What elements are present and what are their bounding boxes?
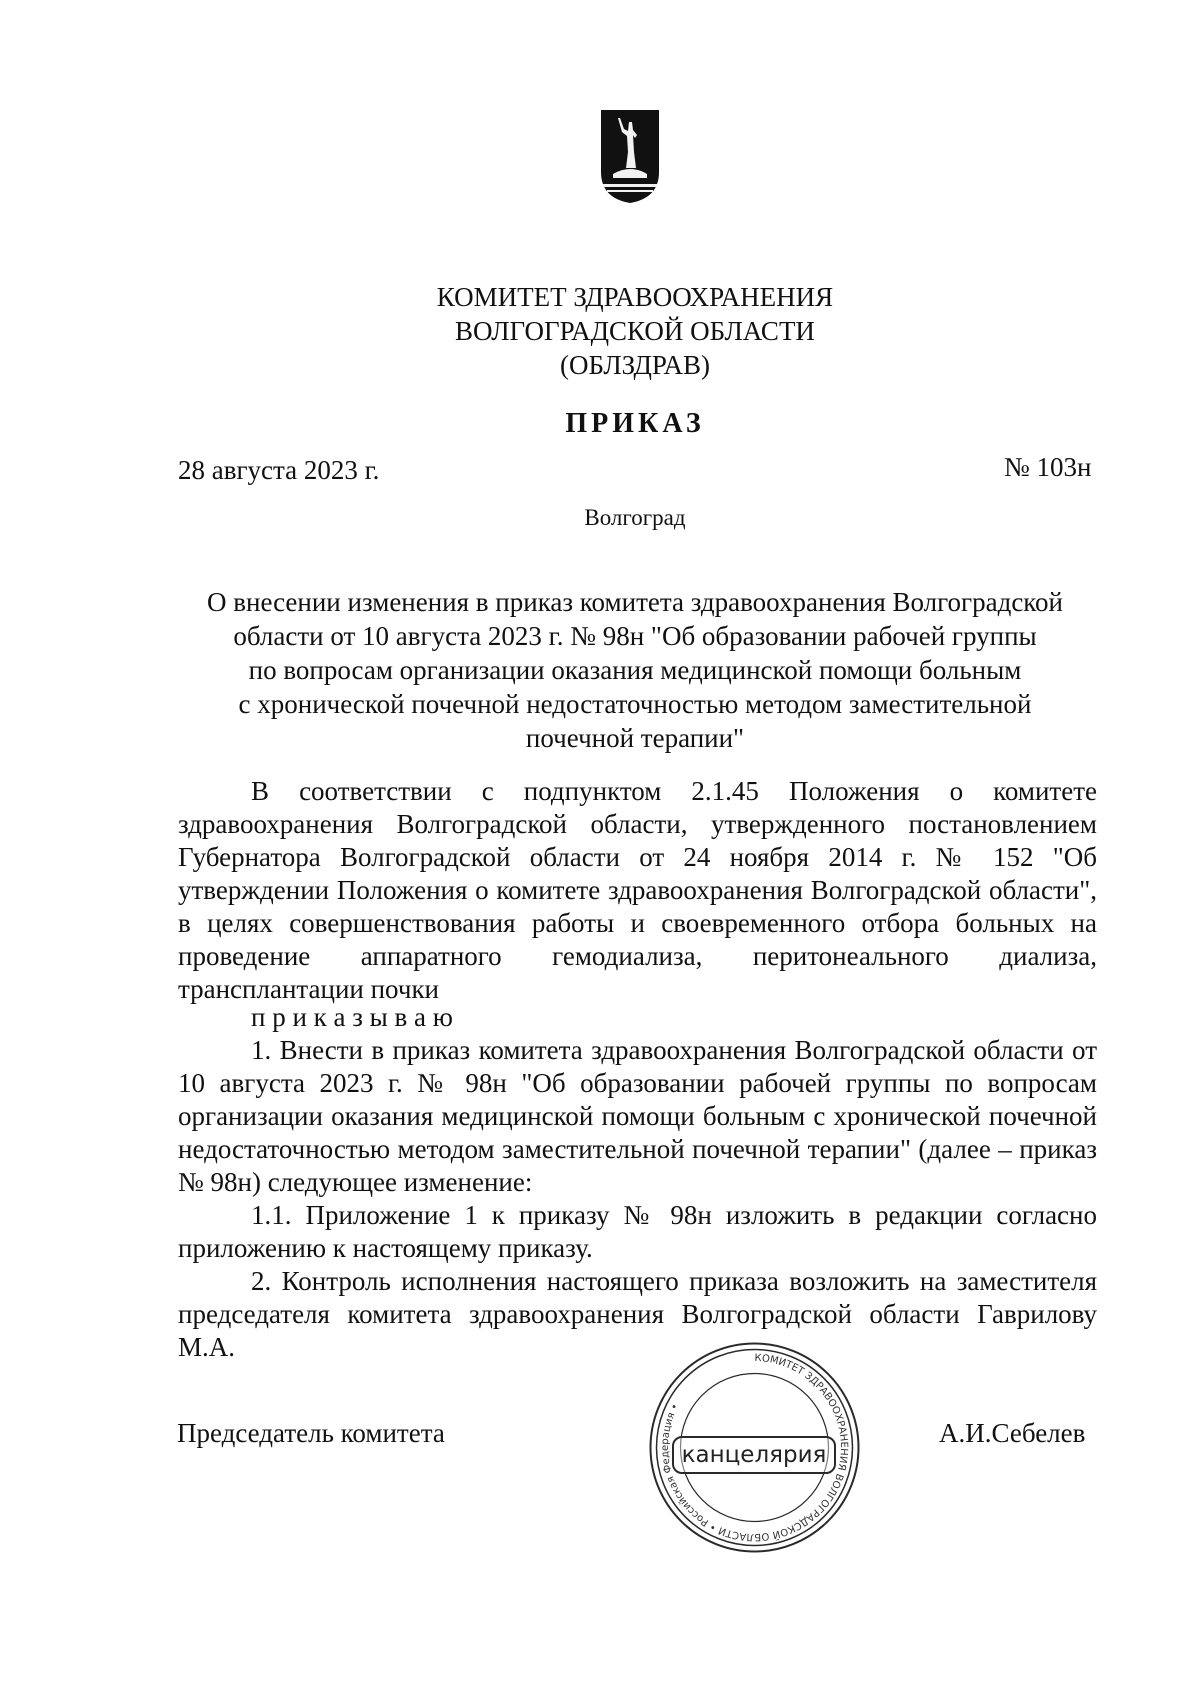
subject-line: с хронической почечной недостаточностью методом заместительной xyxy=(238,689,1032,719)
document-city: Волгоград xyxy=(584,505,686,530)
subject-line: О внесении изменения в приказ комитета здравоохранения Волгоградской xyxy=(207,587,1063,617)
preamble-paragraph: В соответствии с подпунктом 2.1.45 Положения о комитете здравоохранения Волгоградской области, утвержденного постановлением Губернатора Волгоградской области от 24 ноября 2014 г. № 152 "Об утверждении Положения о комитете здравоохранения Волгоградской области", в целях совершенствования работы и своевременного отбора больных на проведение аппаратного гемодиализа, перитонеального диализа, трансплантации почки xyxy=(178,776,1097,1004)
order-item-2: 2. Контроль исполнения настоящего приказа возложить на заместителя председателя комитета здравоохранения Волгоградской области Гаврилову М.А. xyxy=(178,1266,1097,1362)
order-item-1-1: 1.1. Приложение 1 к приказу № 98н изложить в редакции согласно приложению к настоящему приказу. xyxy=(178,1200,1097,1263)
subject-line: по вопросам организации оказания медицинской помощи больным xyxy=(248,655,1022,685)
org-name-line-2: ВОЛГОГРАДСКОЙ ОБЛАСТИ xyxy=(455,316,815,346)
stamp-center-text: канцелярия xyxy=(672,1436,836,1474)
org-name-line-1: КОМИТЕТ ЗДРАВООХРАНЕНИЯ xyxy=(436,282,834,312)
order-item-1: 1. Внести в приказ комитета здравоохранения Волгоградской области от 10 августа 2023 г. № 98н "Об образовании рабочей группы по вопросам организации оказания медицинской помощи больным с хронической почечной недостаточностью методом заместительной почечной терапии" (далее – приказ № 98н) следующее изменение: xyxy=(178,1035,1097,1197)
coat-of-arms-emblem xyxy=(599,108,661,204)
signer-name: А.И.Себелев xyxy=(939,1418,1086,1448)
document-number: № 103н xyxy=(1004,452,1092,482)
org-abbreviation: (ОБЛЗДРАВ) xyxy=(560,350,710,380)
decree-word: п р и к а з ы в а ю xyxy=(251,1002,453,1032)
document-date: 28 августа 2023 г. xyxy=(178,455,380,485)
subject-line: области от 10 августа 2023 г. № 98н "Об образовании рабочей группы xyxy=(233,621,1037,651)
signer-position: Председатель комитета xyxy=(177,1418,445,1448)
subject-line: почечной терапии" xyxy=(525,723,745,753)
document-title: ПРИКАЗ xyxy=(565,408,705,439)
stamp-ring-text: КОМИТЕТ ЗДРАВООХРАНЕНИЯ ВОЛГОГРАДСКОЙ ОБЛАСТИ • Российская Федерация • xyxy=(659,1352,850,1543)
